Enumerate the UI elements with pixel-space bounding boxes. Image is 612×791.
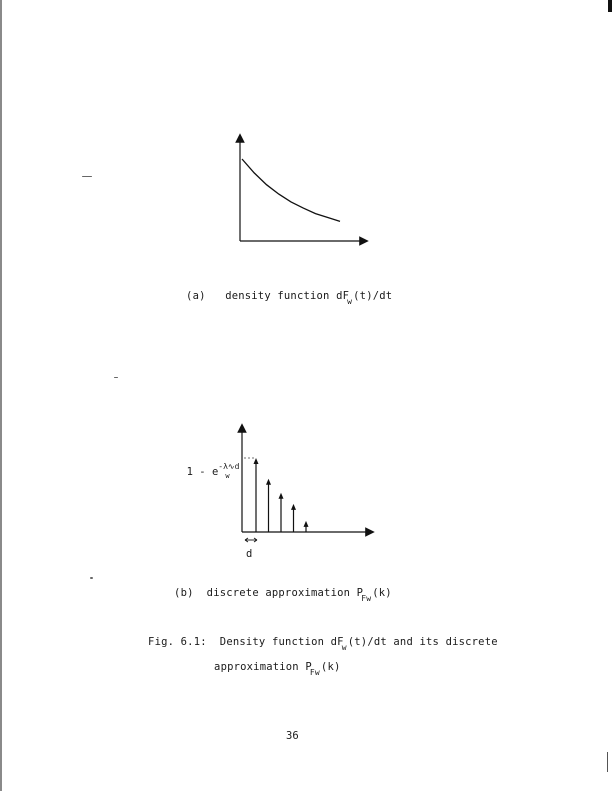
figure-caption-tail: (t)/dt and its discrete [347, 636, 498, 648]
plot-b-y-value-exponent: -λ∿d [218, 462, 240, 471]
figure-caption-line-2 [201, 649, 341, 677]
caption-b-text: discrete approximation P [206, 587, 364, 599]
figure-caption-line2-text: approximation P [214, 661, 312, 673]
figure-label: Fig. 6.1: [148, 636, 207, 648]
caption-a-tail: (t)/dt [353, 290, 393, 302]
caption-a [173, 278, 393, 306]
caption-a-tag: (a) [186, 290, 206, 302]
figure-caption-line2-sub: Fw [309, 668, 320, 677]
caption-b-tail: (k) [372, 587, 392, 599]
impulse-arrowhead [291, 504, 296, 510]
figure-caption-sub: w [341, 643, 347, 652]
plot-a-axes [240, 138, 364, 241]
impulse-arrowhead [304, 521, 309, 527]
caption-a-sub: w [347, 297, 353, 306]
caption-b [161, 575, 392, 603]
caption-a-text: density function dF [225, 290, 350, 302]
plot-b-step-label: d [246, 548, 253, 560]
impulse-arrowhead [279, 493, 284, 499]
figure-caption-line-1 [135, 624, 498, 652]
plot-b-y-value-label [174, 454, 240, 480]
plot-b-y-value-exponent-sub: w [225, 472, 230, 480]
caption-b-tag: (b) [174, 587, 194, 599]
impulse-group [254, 458, 309, 532]
figure-caption-text: Density function dF [219, 636, 344, 648]
impulse-arrowhead [266, 479, 271, 485]
plot-b-y-value-prefix: 1 - e [186, 466, 219, 478]
density-curve [242, 159, 340, 221]
impulse-arrowhead [254, 458, 259, 464]
figure-caption-line2-tail: (k) [320, 661, 341, 673]
page-number: 36 [286, 730, 299, 742]
caption-b-sub: Fw [361, 594, 372, 603]
